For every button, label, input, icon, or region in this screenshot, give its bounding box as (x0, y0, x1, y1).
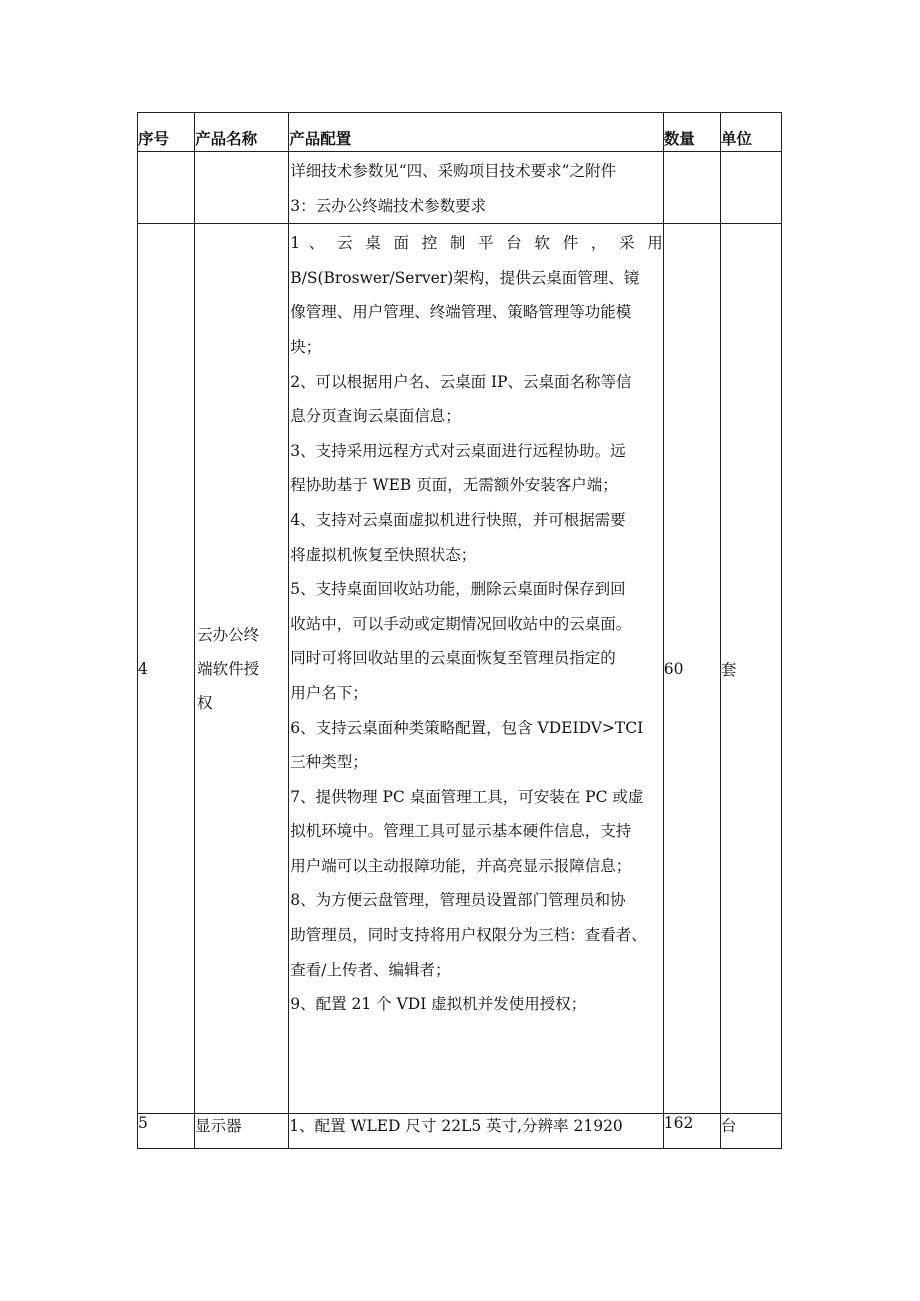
config-line: 4、支持对云桌面虚拟机进行快照，并可根据需要 (290, 510, 626, 529)
config-text (289, 224, 663, 1022)
config-line: 将虚拟机恢复至快照状态； (290, 545, 477, 564)
config-line: 像管理、用户管理、终端管理、策略管理等功能模 (290, 303, 632, 322)
config-line: 3：云办公终端技术参数要求 (290, 196, 487, 215)
config-line: 程协助基于 WEB 页面，无需额外安装客户端； (290, 476, 618, 495)
config-line: 三种类型； (290, 753, 368, 772)
product-name-line: 端软件授 (197, 659, 260, 678)
config-line: 7、提供物理 PC 桌面管理工具，可安装在 PC 或虚 (290, 787, 644, 806)
header-unit: 单位 (720, 113, 781, 152)
table-row (138, 224, 782, 1114)
cell-index: 4 (138, 224, 195, 1114)
table-row-continuation (138, 152, 782, 224)
product-name-line: 权 (197, 693, 213, 712)
table-header-row (138, 113, 782, 152)
header-index: 序号 (138, 113, 195, 152)
config-line: 用户名下； (290, 683, 368, 702)
config-text-continuation (289, 152, 663, 223)
config-line: 查看/上传者、编辑者； (290, 960, 451, 979)
config-line: 同时可将回收站里的云桌面恢复至管理员指定的 (290, 649, 616, 668)
config-line: 5、支持桌面回收站功能，删除云桌面时保存到回 (290, 580, 626, 599)
cell-index: 5 (138, 1114, 195, 1149)
cell-product-config: 1、配置 WLED 尺寸 22L5 英寸,分辨率 21920 (289, 1114, 664, 1149)
config-line: 用户端可以主动报障功能，并高亮显示报障信息； (290, 856, 632, 875)
config-line: 息分页查询云桌面信息； (290, 407, 461, 426)
cell-product-config (289, 224, 664, 1114)
cell-unit: 台 (720, 1114, 781, 1149)
header-product-name: 产品名称 (195, 113, 289, 152)
cell-quantity: 162 (663, 1114, 720, 1149)
header-quantity: 数量 (663, 113, 720, 152)
config-line: 8、为方便云盘管理，管理员设置部门管理员和协 (290, 891, 626, 910)
config-line: 3、支持采用远程方式对云桌面进行远程协助。远 (290, 441, 626, 460)
config-line: 2、可以根据用户名、云桌面 IP、云桌面名称等信 (290, 372, 632, 391)
cell-unit-empty (720, 152, 781, 224)
product-spec-table (137, 112, 782, 1149)
config-line: 1 、 云 桌 面 控 制 平 台 软 件 ， 采 用 (290, 234, 663, 253)
cell-quantity: 60 (663, 224, 720, 1114)
cell-unit: 套 (720, 224, 781, 1114)
cell-product-name (195, 224, 289, 1114)
cell-index-empty (138, 152, 195, 224)
cell-config-continuation (289, 152, 664, 224)
config-line: 助管理员，同时支持将用户权限分为三档：查看者、 (290, 926, 647, 945)
config-line: 收站中，可以手动或定期情况回收站中的云桌面。 (290, 614, 632, 633)
config-line: 详细技术参数见“四、采购项目技术要求”之附件 (290, 162, 617, 180)
cell-name-empty (195, 152, 289, 224)
cell-qty-empty (663, 152, 720, 224)
config-line: B/S(Broswer/Server)架构，提供云桌面管理、镜 (290, 268, 640, 287)
config-line: 块； (290, 337, 322, 356)
header-product-config: 产品配置 (289, 113, 664, 152)
config-line: 9、配置 21 个 VDI 虚拟机并发使用授权； (290, 995, 587, 1014)
config-line: 拟机环境中。管理工具可显示基本硬件信息，支持 (290, 822, 632, 841)
config-line: 6、支持云桌面种类策略配置，包含 VDEIDV>TCI (290, 718, 644, 737)
cell-product-name: 显示器 (195, 1114, 289, 1149)
product-name-line: 云办公终 (197, 625, 260, 644)
table-row (138, 1114, 782, 1149)
